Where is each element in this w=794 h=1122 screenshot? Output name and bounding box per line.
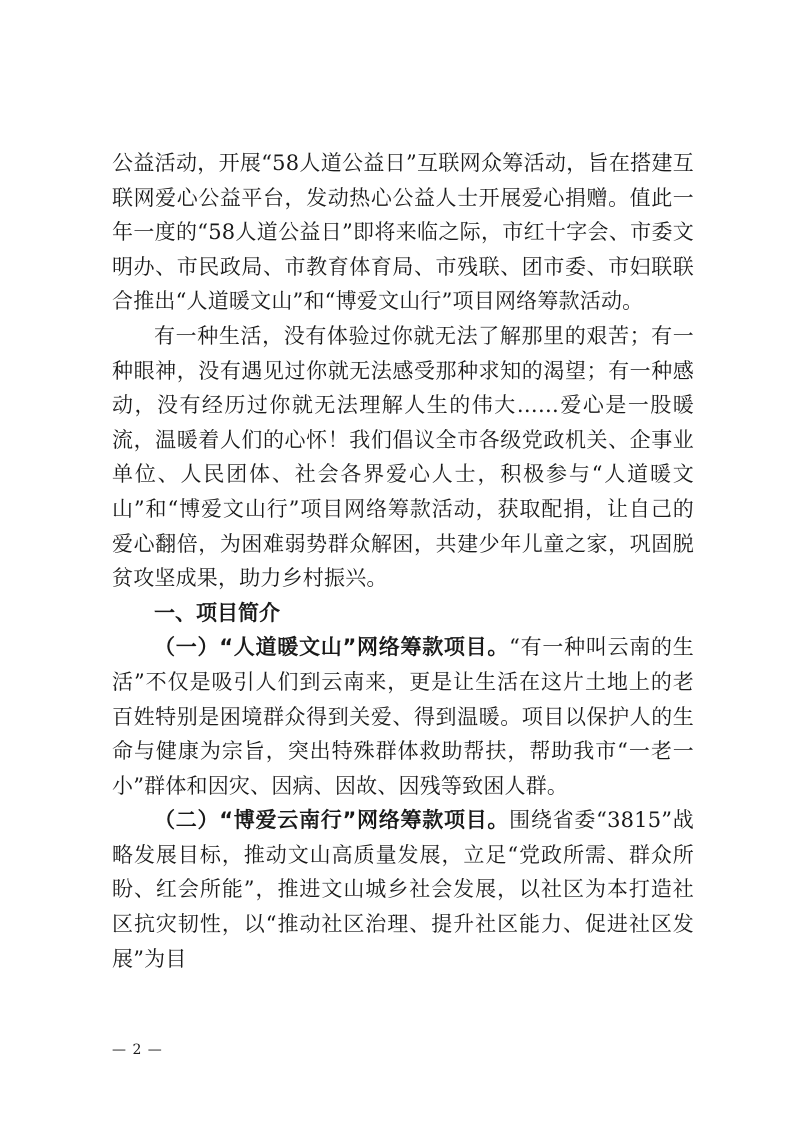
project-item-2-title: （二）“博爱云南行”网络筹款项目。 xyxy=(154,808,510,833)
project-item-1-title: （一）“人道暖文山”网络筹款项目。 xyxy=(154,635,510,660)
project-item-2 xyxy=(112,803,694,976)
paragraph-appeal: 有一种生活，没有体验过你就无法了解那里的艰苦；有一种眼神，没有遇见过你就无法感受那种求知的渴望；有一种感动，没有经历过你就无法理解人生的伟大……爱心是一股暖流，温暖着人们的心怀！我们倡议全市各级党政机关、企事业单位、人民团体、社会各界爱心人士，积极参与“人道暖文山”和“博爱文山行”项目网络筹款活动，获取配捐，让自己的爱心翻倍，为困难弱势群众解困，共建少年儿童之家，巩固脱贫攻坚成果，助力乡村振兴。 xyxy=(112,323,694,591)
paragraph-intro-continued: 公益活动，开展“58人道公益日”互联网众筹活动，旨在搭建互联网爱心公益平台，发动热心公益人士开展爱心捐赠。值此一年一度的“58人道公益日”即将来临之际，市红十字会、市委文明办、市民政局、市教育体育局、市残联、团市委、市妇联联合推出“人道暖文山”和“博爱文山行”项目网络筹款活动。 xyxy=(112,151,694,314)
page-number: — 2 — xyxy=(112,1042,163,1058)
document-body xyxy=(112,146,694,976)
project-item-1 xyxy=(112,630,694,803)
project-item-1-text: “有一种叫云南的生活”不仅是吸引人们到云南来，更是让生活在这片土地上的老百姓特别是困境群众得到关爱、得到温暖。项目以保护人的生命与健康为宗旨，突出特殊群体救助帮扶，帮助我市“一老一小”群体和因灾、因病、因故、因残等致困人群。 xyxy=(112,635,694,798)
section-heading-project-overview: 一、项目简介 xyxy=(154,600,280,625)
project-item-2-text: 围绕省委“3815”战略发展目标，推动文山高质量发展，立足“党政所需、群众所盼、红会所能”，推进文山城乡社会发展，以社区为本打造社区抗灾韧性，以“推动社区治理、提升社区能力、促进社区发展”为目 xyxy=(112,808,694,971)
